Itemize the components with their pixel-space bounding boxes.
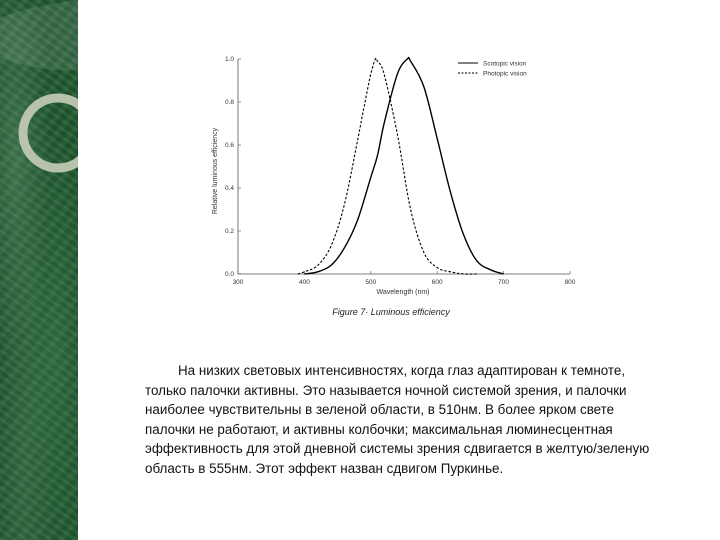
x-tick-label: 400 — [298, 279, 310, 286]
chart-legend — [458, 60, 527, 77]
y-tick-label: 1.0 — [224, 56, 234, 63]
figure-caption: Figure 7· Luminous efficiency — [332, 307, 450, 317]
body-paragraph: На низких световых интенсивностях, когда глаз адаптирован к темноте, только палочки активны. Это называется ночной системой зрения, и палочки наиболее чувствительны в зеленой области, в 510нм. В более ярком свете палочки не работают, и активны колбочки; максимальная люминесцентная эффективность для этой дневной системы зрения сдвигается в желтую/зеленую область в 555нм. Этот эффект назван сдвигом Пуркинье. — [145, 363, 650, 476]
luminous-efficiency-chart — [200, 45, 620, 335]
legend-label: Scotopic vision — [483, 60, 527, 68]
scotopic-curve — [304, 58, 503, 274]
x-axis-label: Wavelength (nm) — [376, 289, 430, 296]
y-tick-label: 0.8 — [224, 99, 234, 106]
ring-ornament — [0, 0, 78, 540]
x-tick-label: 600 — [431, 279, 443, 286]
x-tick-labels — [233, 279, 576, 286]
y-tick-label: 0.4 — [224, 185, 234, 192]
y-axis-label: Relative luminous efficiency — [212, 127, 219, 215]
y-tick-label: 0.2 — [224, 228, 234, 235]
x-tick-label: 300 — [232, 279, 244, 286]
x-tick-label: 700 — [498, 279, 510, 286]
legend-label: Photopic vision — [483, 70, 527, 78]
photopic-curve — [298, 58, 477, 274]
x-tick-label: 800 — [564, 279, 576, 286]
y-tick-labels — [225, 56, 234, 278]
chart-series — [298, 58, 504, 275]
chart-axes — [238, 59, 570, 274]
y-tick-label: 0.0 — [224, 271, 234, 278]
y-tick-label: 0.6 — [224, 142, 234, 149]
x-tick-label: 500 — [365, 279, 377, 286]
decorative-side-panel — [0, 0, 78, 540]
